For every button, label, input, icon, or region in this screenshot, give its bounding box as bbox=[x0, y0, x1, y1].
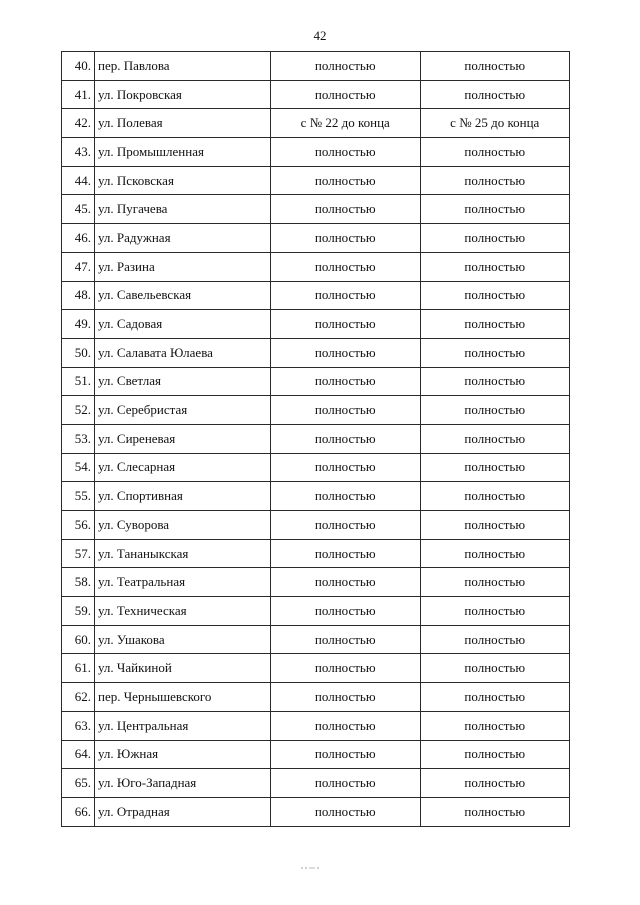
row-number: 63. bbox=[62, 711, 95, 740]
odd-side-coverage: полностью bbox=[420, 769, 570, 798]
even-side-coverage: полностью bbox=[271, 310, 421, 339]
street-table bbox=[61, 51, 570, 827]
street-name: ул. Разина bbox=[95, 252, 271, 281]
table-row bbox=[62, 338, 570, 367]
even-side-coverage: полностью bbox=[271, 482, 421, 511]
row-number: 59. bbox=[62, 597, 95, 626]
street-name: ул. Пугачева bbox=[95, 195, 271, 224]
even-side-coverage: полностью bbox=[271, 511, 421, 540]
odd-side-coverage: полностью bbox=[420, 482, 570, 511]
street-name: ул. Радужная bbox=[95, 224, 271, 253]
table-row bbox=[62, 367, 570, 396]
table-row bbox=[62, 252, 570, 281]
odd-side-coverage: полностью bbox=[420, 511, 570, 540]
even-side-coverage: полностью bbox=[271, 625, 421, 654]
table-row bbox=[62, 769, 570, 798]
even-side-coverage: полностью bbox=[271, 52, 421, 81]
street-name: ул. Промышленная bbox=[95, 138, 271, 167]
odd-side-coverage: полностью bbox=[420, 539, 570, 568]
row-number: 58. bbox=[62, 568, 95, 597]
even-side-coverage: полностью bbox=[271, 539, 421, 568]
odd-side-coverage: полностью bbox=[420, 138, 570, 167]
even-side-coverage: полностью bbox=[271, 597, 421, 626]
table-row bbox=[62, 396, 570, 425]
street-name: ул. Центральная bbox=[95, 711, 271, 740]
street-table-body bbox=[62, 52, 570, 827]
table-row bbox=[62, 797, 570, 826]
even-side-coverage: полностью bbox=[271, 138, 421, 167]
row-number: 51. bbox=[62, 367, 95, 396]
street-name: ул. Слесарная bbox=[95, 453, 271, 482]
row-number: 49. bbox=[62, 310, 95, 339]
table-row bbox=[62, 568, 570, 597]
row-number: 43. bbox=[62, 138, 95, 167]
row-number: 60. bbox=[62, 625, 95, 654]
even-side-coverage: полностью bbox=[271, 166, 421, 195]
table-row bbox=[62, 166, 570, 195]
even-side-coverage: полностью bbox=[271, 568, 421, 597]
odd-side-coverage: полностью bbox=[420, 453, 570, 482]
odd-side-coverage: полностью bbox=[420, 597, 570, 626]
odd-side-coverage: полностью bbox=[420, 711, 570, 740]
table-row bbox=[62, 453, 570, 482]
even-side-coverage: полностью bbox=[271, 252, 421, 281]
row-number: 57. bbox=[62, 539, 95, 568]
odd-side-coverage: полностью bbox=[420, 424, 570, 453]
odd-side-coverage: с № 25 до конца bbox=[420, 109, 570, 138]
table-row bbox=[62, 195, 570, 224]
even-side-coverage: полностью bbox=[271, 711, 421, 740]
odd-side-coverage: полностью bbox=[420, 568, 570, 597]
street-name: ул. Псковская bbox=[95, 166, 271, 195]
odd-side-coverage: полностью bbox=[420, 310, 570, 339]
even-side-coverage: полностью bbox=[271, 740, 421, 769]
even-side-coverage: полностью bbox=[271, 281, 421, 310]
row-number: 53. bbox=[62, 424, 95, 453]
table-row bbox=[62, 52, 570, 81]
even-side-coverage: с № 22 до конца bbox=[271, 109, 421, 138]
table-row bbox=[62, 224, 570, 253]
odd-side-coverage: полностью bbox=[420, 625, 570, 654]
street-name: ул. Суворова bbox=[95, 511, 271, 540]
table-row bbox=[62, 711, 570, 740]
street-name: ул. Полевая bbox=[95, 109, 271, 138]
table-row bbox=[62, 625, 570, 654]
street-name: ул. Ушакова bbox=[95, 625, 271, 654]
street-name: ул. Спортивная bbox=[95, 482, 271, 511]
street-name: ул. Техническая bbox=[95, 597, 271, 626]
street-name: пер. Павлова bbox=[95, 52, 271, 81]
even-side-coverage: полностью bbox=[271, 195, 421, 224]
street-name: ул. Отрадная bbox=[95, 797, 271, 826]
odd-side-coverage: полностью bbox=[420, 654, 570, 683]
row-number: 52. bbox=[62, 396, 95, 425]
odd-side-coverage: полностью bbox=[420, 740, 570, 769]
even-side-coverage: полностью bbox=[271, 424, 421, 453]
even-side-coverage: полностью bbox=[271, 453, 421, 482]
even-side-coverage: полностью bbox=[271, 338, 421, 367]
footer-scan-mark bbox=[300, 864, 322, 872]
street-name: ул. Сиреневая bbox=[95, 424, 271, 453]
scan-dots-icon bbox=[300, 866, 322, 870]
table-row bbox=[62, 109, 570, 138]
table-row bbox=[62, 740, 570, 769]
street-name: ул. Покровская bbox=[95, 80, 271, 109]
street-name: ул. Тананыкская bbox=[95, 539, 271, 568]
row-number: 46. bbox=[62, 224, 95, 253]
row-number: 41. bbox=[62, 80, 95, 109]
odd-side-coverage: полностью bbox=[420, 281, 570, 310]
odd-side-coverage: полностью bbox=[420, 367, 570, 396]
odd-side-coverage: полностью bbox=[420, 252, 570, 281]
odd-side-coverage: полностью bbox=[420, 338, 570, 367]
street-name: ул. Театральная bbox=[95, 568, 271, 597]
street-name: ул. Садовая bbox=[95, 310, 271, 339]
table-row bbox=[62, 597, 570, 626]
even-side-coverage: полностью bbox=[271, 654, 421, 683]
even-side-coverage: полностью bbox=[271, 683, 421, 712]
even-side-coverage: полностью bbox=[271, 769, 421, 798]
table-row bbox=[62, 138, 570, 167]
odd-side-coverage: полностью bbox=[420, 80, 570, 109]
street-name: ул. Светлая bbox=[95, 367, 271, 396]
row-number: 44. bbox=[62, 166, 95, 195]
odd-side-coverage: полностью bbox=[420, 52, 570, 81]
street-name: ул. Чайкиной bbox=[95, 654, 271, 683]
row-number: 54. bbox=[62, 453, 95, 482]
row-number: 64. bbox=[62, 740, 95, 769]
row-number: 50. bbox=[62, 338, 95, 367]
table-row bbox=[62, 539, 570, 568]
table-row bbox=[62, 482, 570, 511]
even-side-coverage: полностью bbox=[271, 797, 421, 826]
row-number: 66. bbox=[62, 797, 95, 826]
even-side-coverage: полностью bbox=[271, 224, 421, 253]
street-name: пер. Чернышевского bbox=[95, 683, 271, 712]
row-number: 48. bbox=[62, 281, 95, 310]
street-name: ул. Салавата Юлаева bbox=[95, 338, 271, 367]
street-name: ул. Юго-Западная bbox=[95, 769, 271, 798]
odd-side-coverage: полностью bbox=[420, 195, 570, 224]
row-number: 47. bbox=[62, 252, 95, 281]
row-number: 45. bbox=[62, 195, 95, 224]
table-row bbox=[62, 654, 570, 683]
street-name: ул. Серебристая bbox=[95, 396, 271, 425]
street-name: ул. Савельевская bbox=[95, 281, 271, 310]
even-side-coverage: полностью bbox=[271, 367, 421, 396]
row-number: 62. bbox=[62, 683, 95, 712]
table-row bbox=[62, 310, 570, 339]
odd-side-coverage: полностью bbox=[420, 396, 570, 425]
page-number: 42 bbox=[313, 28, 327, 43]
table-row bbox=[62, 281, 570, 310]
odd-side-coverage: полностью bbox=[420, 224, 570, 253]
table-row bbox=[62, 424, 570, 453]
row-number: 42. bbox=[62, 109, 95, 138]
row-number: 55. bbox=[62, 482, 95, 511]
row-number: 56. bbox=[62, 511, 95, 540]
odd-side-coverage: полностью bbox=[420, 166, 570, 195]
even-side-coverage: полностью bbox=[271, 396, 421, 425]
table-row bbox=[62, 80, 570, 109]
odd-side-coverage: полностью bbox=[420, 683, 570, 712]
row-number: 65. bbox=[62, 769, 95, 798]
table-row bbox=[62, 511, 570, 540]
even-side-coverage: полностью bbox=[271, 80, 421, 109]
table-row bbox=[62, 683, 570, 712]
odd-side-coverage: полностью bbox=[420, 797, 570, 826]
row-number: 61. bbox=[62, 654, 95, 683]
street-name: ул. Южная bbox=[95, 740, 271, 769]
row-number: 40. bbox=[62, 52, 95, 81]
